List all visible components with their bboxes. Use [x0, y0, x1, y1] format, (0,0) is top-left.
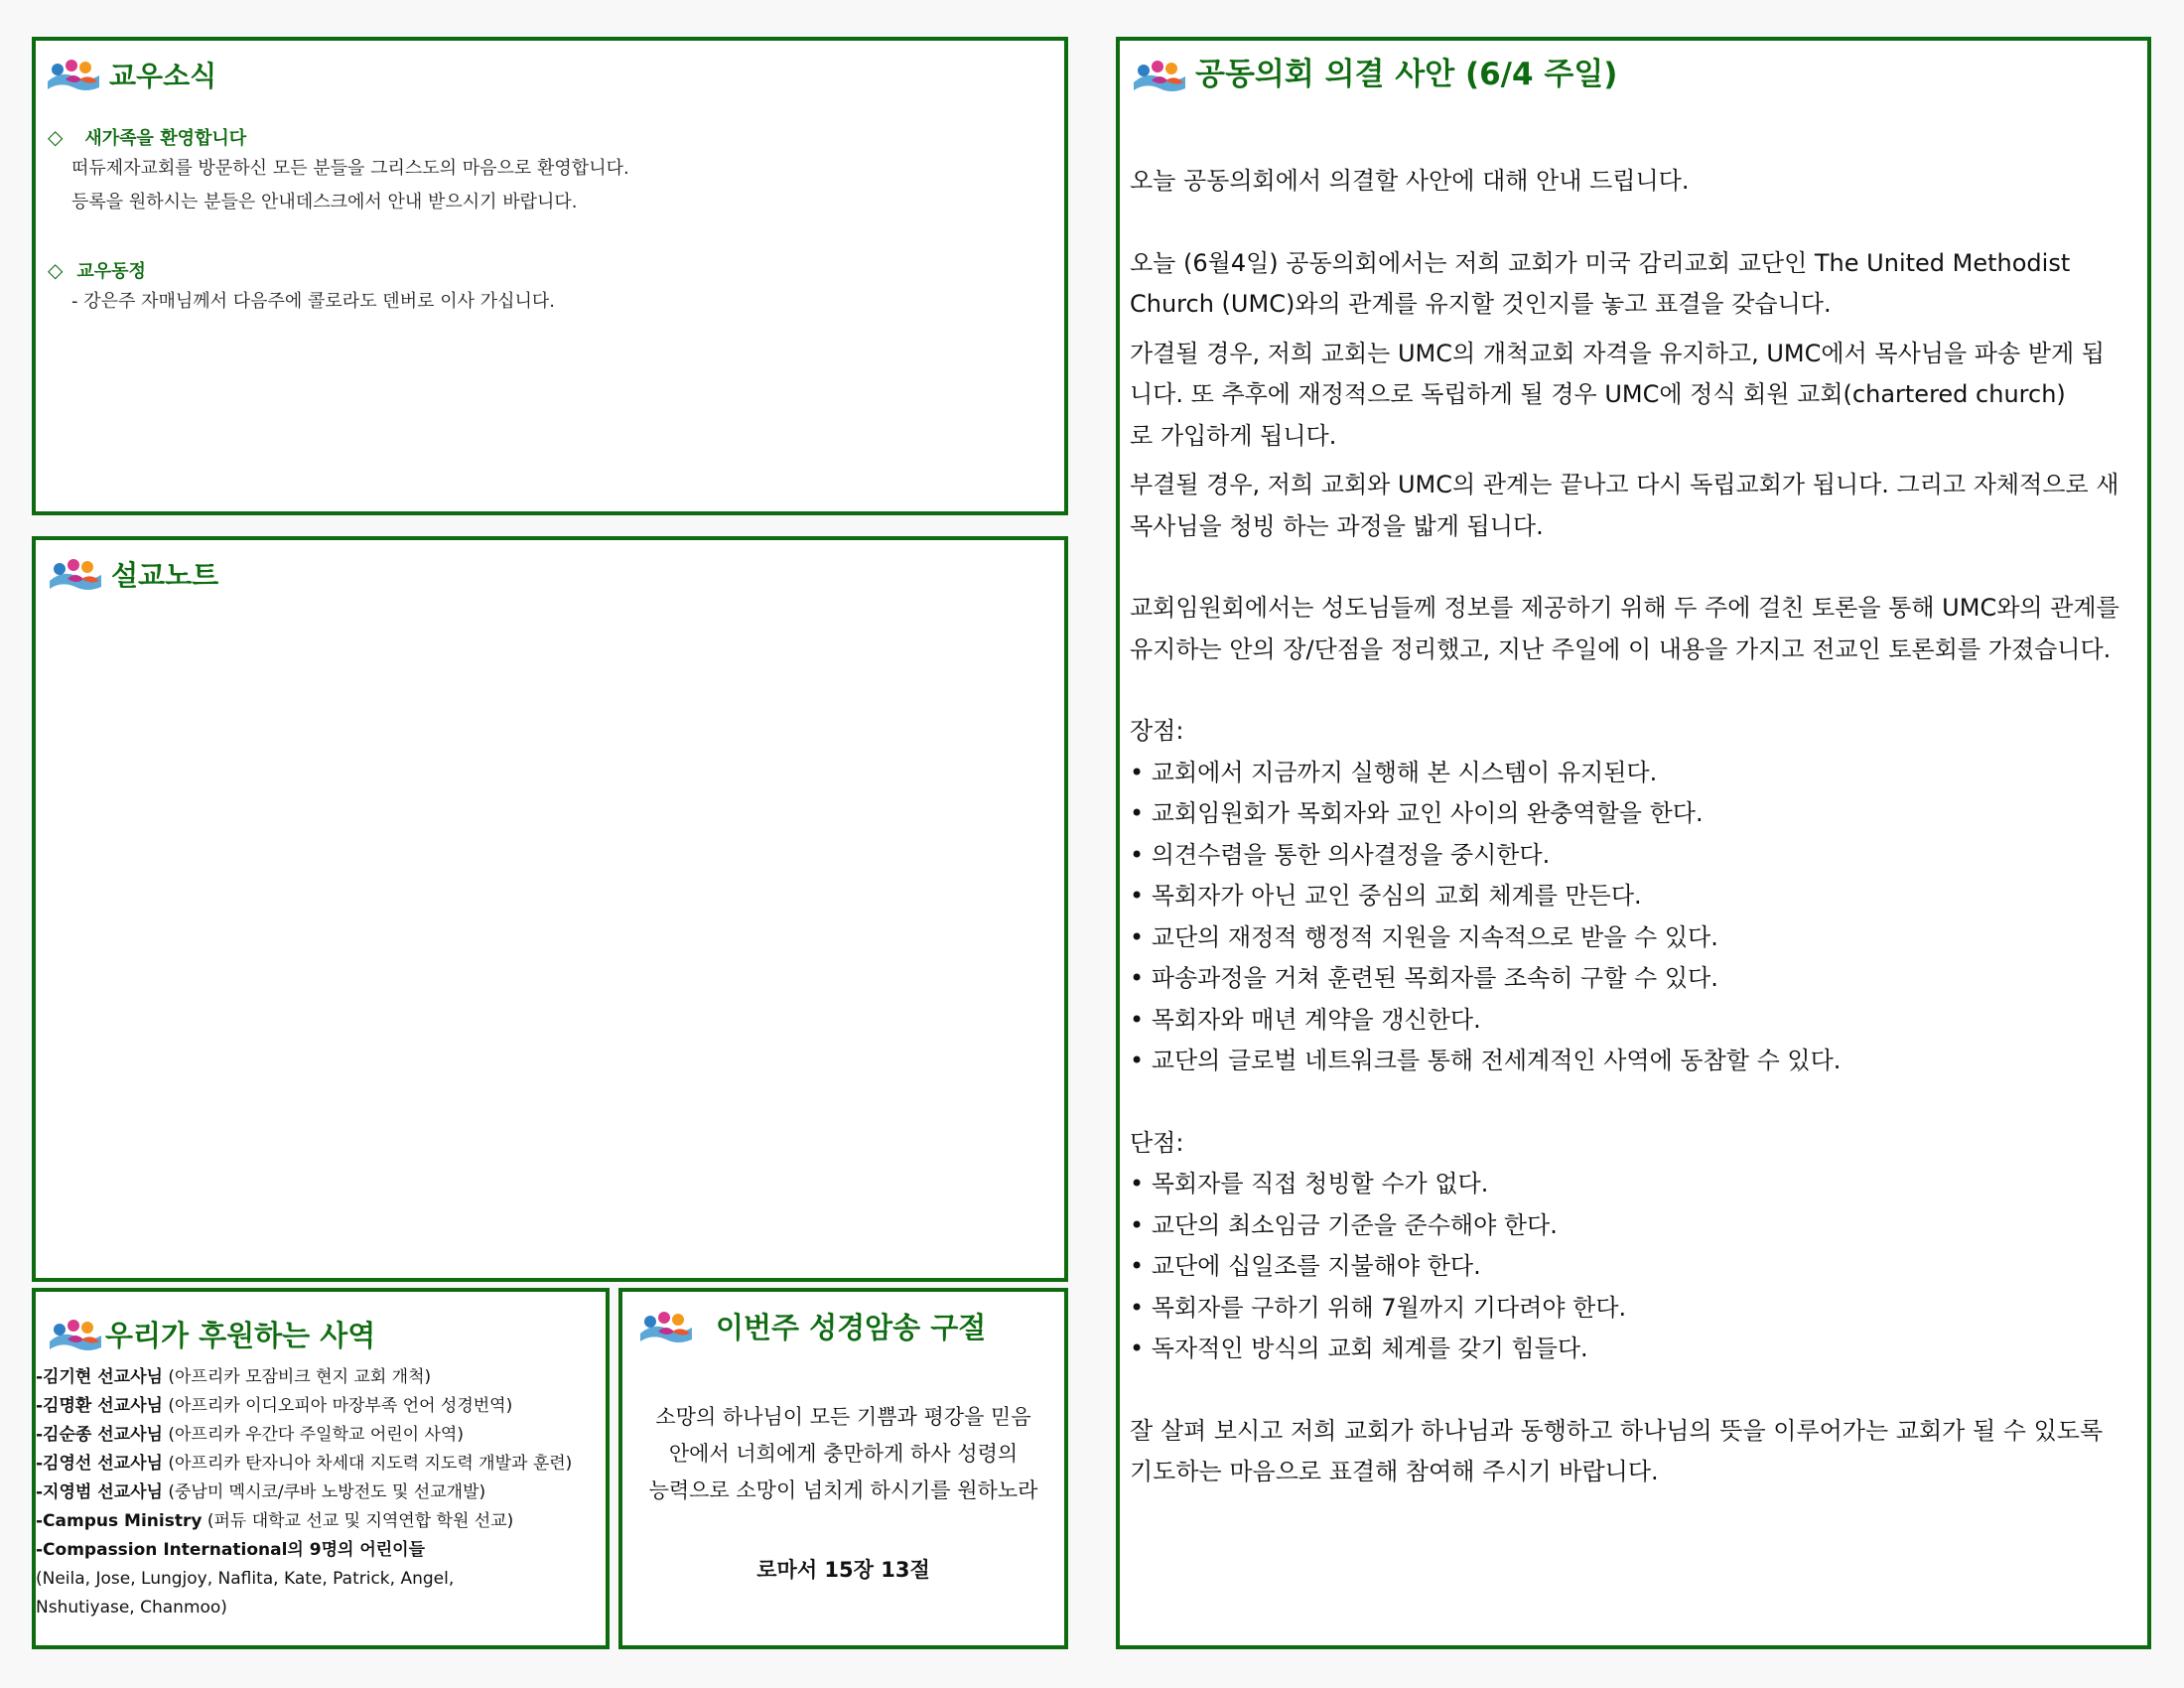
- mission-item: [36, 1392, 572, 1421]
- cons-item: • 목회자를 구하기 위해 7월까지 기다려야 한다.: [1130, 1293, 1627, 1322]
- mission-desc: (퍼듀 대학교 선교 및 지역연합 학원 선교): [202, 1511, 514, 1531]
- verse-line: 소망의 하나님이 모든 기쁨과 평강을 믿음: [655, 1405, 1031, 1429]
- verse-reference: 로마서 15장 13절: [756, 1558, 930, 1582]
- sermon-notes-title: 설교노트: [111, 559, 219, 592]
- pros-title: 장점:: [1130, 717, 1184, 745]
- member-status-title: 교우동정: [76, 261, 146, 282]
- council-body: [1130, 161, 2137, 1493]
- missions-header: [48, 1314, 375, 1354]
- missionary-name: -김기현 선교사님: [36, 1367, 163, 1387]
- sermon-notes-panel: [32, 536, 1068, 1282]
- pros-item: • 교단의 재정적 행정적 지원을 지속적으로 받을 수 있다.: [1130, 922, 1718, 951]
- pros-item: • 교회임원회가 목회자와 교인 사이의 완충역할을 한다.: [1130, 799, 1704, 827]
- cons-item: • 교단의 최소임금 기준을 준수해야 한다.: [1130, 1210, 1558, 1239]
- welcome-heading: [48, 124, 246, 150]
- pros-item: • 목회자와 매년 계약을 갱신한다.: [1130, 1005, 1481, 1034]
- closing-line: 기도하는 마음으로 표결해 참여해 주시기 바랍니다.: [1130, 1458, 1659, 1485]
- mission-item: [36, 1478, 572, 1507]
- mission-desc: (아프리카 탄자니아 차세대 지도력 지도력 개발과 훈련): [162, 1454, 573, 1474]
- council-paragraph-line: Church (UMC)와의 관계를 유지할 것인지를 놓고 표결을 갖습니다.: [1130, 290, 1832, 318]
- church-news-title: 교우소식: [109, 60, 217, 92]
- welcome-title: 새가족을 환영합니다: [84, 128, 247, 149]
- cons-item: • 목회자를 직접 청빙할 수가 없다.: [1130, 1170, 1489, 1197]
- welcome-line: 떠듀제자교회를 방문하신 모든 분들을 그리스도의 마음으로 환영합니다.: [71, 158, 629, 179]
- member-status-line: - 강은주 자매님께서 다음주에 콜로라도 덴버로 이사 가십니다.: [71, 291, 555, 312]
- children-names: Nshutiyase, Chanmoo): [36, 1598, 227, 1618]
- welcome-line: 등록을 원하시는 분들은 안내데스크에서 안내 받으시기 바랍니다.: [71, 192, 578, 212]
- council-paragraph-line: 교회임원회에서는 성도님들께 정보를 제공하기 위해 두 주에 걸친 토론을 통해 UMC와의 관계를: [1130, 594, 2119, 622]
- church-news-panel: [32, 37, 1068, 515]
- pros-item: • 교단의 글로벌 네트워크를 통해 전세계적인 사역에 동참할 수 있다.: [1130, 1047, 1842, 1074]
- missions-panel: [32, 1288, 610, 1649]
- cons-item: • 독자적인 방식의 교회 체계를 갖기 힘들다.: [1130, 1335, 1588, 1362]
- mission-desc: (아프리카 우간다 주일학교 어린이 사역): [162, 1425, 464, 1445]
- memory-verse-text: [622, 1399, 1064, 1509]
- people-logo-icon: [48, 557, 103, 591]
- council-paragraph-line: 목사님을 청빙 하는 과정을 밟게 됩니다.: [1130, 511, 1544, 540]
- mission-desc: (아프리카 이디오피아 마장부족 언어 성경번역): [162, 1396, 513, 1416]
- council-vote-title: 공동의회 의결 사안 (6/4 주일): [1195, 57, 1618, 92]
- closing-line: 잘 살펴 보시고 저희 교회가 하나님과 동행하고 하나님의 뜻을 이루어가는 교회가 될 수 있도록: [1130, 1416, 2104, 1445]
- missionary-name: -Campus Ministry: [36, 1511, 203, 1531]
- member-status-heading: [48, 257, 146, 283]
- people-logo-icon: [48, 1318, 103, 1351]
- missionary-name: -지영범 선교사님: [36, 1482, 163, 1502]
- mission-desc: (중남미 멕시코/쿠바 노방전도 및 선교개발): [162, 1482, 486, 1502]
- missionary-name: -김영선 선교사님: [36, 1454, 163, 1474]
- mission-desc: (아프리카 모잠비크 현지 교회 개척): [162, 1367, 432, 1387]
- council-intro: 오늘 공동의회에서 의결할 사안에 대해 안내 드립니다.: [1130, 167, 1690, 195]
- council-vote-panel: [1116, 37, 2151, 1649]
- mission-item: [36, 1450, 572, 1478]
- people-logo-icon: [638, 1310, 694, 1343]
- missions-list: [36, 1363, 572, 1622]
- verse-line: 능력으로 소망이 넘치게 하시기를 원하노라: [648, 1478, 1038, 1502]
- church-news-header: [46, 55, 216, 94]
- council-paragraph-line: 로 가입하게 됩니다.: [1130, 421, 1337, 450]
- people-logo-icon: [1132, 59, 1187, 92]
- missions-title: 우리가 후원하는 사역: [105, 1319, 376, 1352]
- cons-title: 단점:: [1130, 1128, 1184, 1157]
- mission-item: [36, 1421, 572, 1450]
- mission-item: [36, 1507, 572, 1536]
- mission-item: [36, 1363, 572, 1392]
- sermon-notes-header: [48, 554, 218, 594]
- people-logo-icon: [46, 58, 101, 91]
- pros-item: • 의견수렴을 통한 의사결정을 중시한다.: [1130, 840, 1551, 869]
- missionary-name: -김순종 선교사님: [36, 1425, 163, 1445]
- council-paragraph-line: 가결될 경우, 저희 교회는 UMC의 개척교회 자격을 유지하고, UMC에서 목사님을 파송 받게 됩: [1130, 339, 2105, 367]
- memory-verse-title: 이번주 성경암송 구절: [716, 1311, 987, 1344]
- council-paragraph-line: 유지하는 안의 장/단점을 정리했고, 지난 주일에 이 내용을 가지고 전교인 토론회를 가졌습니다.: [1130, 634, 2112, 663]
- children-names: (Neila, Jose, Lungjoy, Naflita, Kate, Patrick, Angel,: [36, 1569, 455, 1589]
- mission-item: [36, 1536, 572, 1565]
- missionary-name: -Compassion International의 9명의 어린이들: [36, 1540, 426, 1560]
- welcome-text: [71, 152, 629, 219]
- diamond-bullet-icon: ◇: [48, 125, 64, 149]
- council-paragraph-line: 니다. 또 추후에 재정적으로 독립하게 될 경우 UMC에 정식 회원 교회(chartered church): [1130, 380, 2066, 408]
- diamond-bullet-icon: ◇: [48, 258, 64, 282]
- pros-item: • 목회자가 아닌 교인 중심의 교회 체계를 만든다.: [1130, 882, 1642, 910]
- council-paragraph-line: 오늘 (6월4일) 공동의회에서는 저희 교회가 미국 감리교회 교단인 The United Methodist: [1130, 248, 2071, 277]
- pros-item: • 파송과정을 거쳐 훈련된 목회자를 조속히 구할 수 있다.: [1130, 964, 1718, 992]
- missionary-name: -김명환 선교사님: [36, 1396, 163, 1416]
- memory-verse-header: [638, 1306, 986, 1346]
- cons-item: • 교단에 십일조를 지불해야 한다.: [1130, 1252, 1481, 1280]
- memory-verse-panel: [618, 1288, 1068, 1649]
- pros-item: • 교회에서 지금까지 실행해 본 시스템이 유지된다.: [1130, 758, 1658, 786]
- member-status-text: [71, 285, 555, 319]
- council-paragraph-line: 부결될 경우, 저희 교회와 UMC의 관계는 끝나고 다시 독립교회가 됩니다. 그리고 자체적으로 새: [1130, 471, 2119, 498]
- verse-line: 안에서 너희에게 충만하게 하사 성령의: [668, 1442, 1019, 1466]
- council-vote-header: [1132, 55, 1617, 96]
